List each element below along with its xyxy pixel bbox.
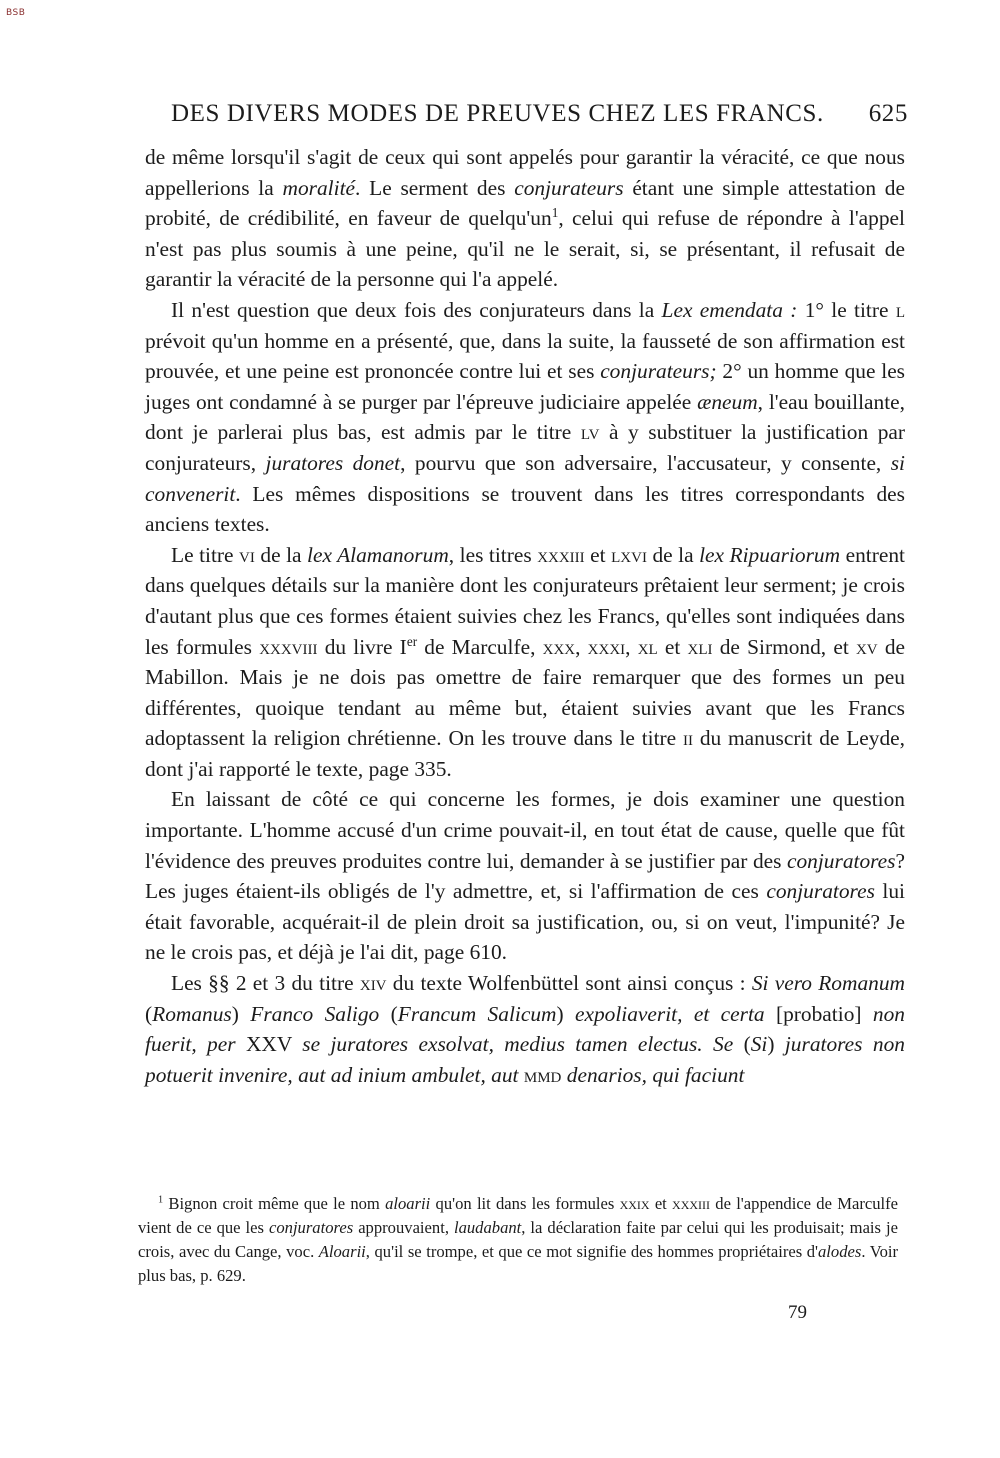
italic-text: conjuratores bbox=[268, 1218, 354, 1237]
italic-text: si convenerit bbox=[145, 450, 905, 506]
text-run: 1° le titre bbox=[797, 297, 896, 322]
text-run: , celui qui refuse de répondre à l'appel n'est pas plus soumis à une peine, qu'il ne le serait, si, se présentant, il refusait de garantir la véracité de la personne qui l'a appelé. bbox=[145, 206, 905, 292]
text-run: Les §§ 2 et 3 du titre bbox=[171, 971, 360, 996]
text-run: ( bbox=[379, 1001, 398, 1026]
text-run: , bbox=[625, 634, 638, 659]
text-run: Il n'est question que deux fois des conjurateurs dans la bbox=[171, 297, 662, 322]
text-run: de Mabillon. Mais je ne dois pas omettre de faire remarquer que des formes un peu différentes, quoique tendant au même but, étaient suivies avant que les Francs adoptassent la religion chrétienne. On les trouve dans le titre bbox=[145, 634, 906, 751]
text-run: de l'appendice de Marculfe vient de ce que les bbox=[138, 1194, 899, 1237]
text-run: approuvaient, bbox=[353, 1218, 454, 1237]
text-run: XXV bbox=[235, 1032, 303, 1057]
text-run: , bbox=[575, 634, 588, 659]
text-run: à y substituer la justification par conjurateurs, bbox=[145, 420, 906, 475]
text-run: étant une simple attestation de probité, de crédibilité, en faveur de quelqu'un bbox=[145, 175, 905, 231]
footnotes bbox=[138, 1192, 898, 1288]
italic-text: Si vero Romanum bbox=[751, 971, 905, 996]
italic-text: Si bbox=[750, 1032, 768, 1057]
roman-numeral: ii bbox=[683, 726, 693, 751]
italic-text: juratores donet bbox=[265, 450, 401, 475]
text-run: En laissant de côté ce qui concerne les formes, je dois examiner une question importante. L'homme accusé d'un crime pouvait-il, en tout état de cause, quelle que fût l'évidence des preuves produites contre lui, demander à se justifier par des bbox=[145, 787, 905, 873]
library-stamp: BSB bbox=[6, 8, 26, 18]
italic-text: non fuerit, per bbox=[145, 1001, 905, 1057]
text-run: entrent dans quelques détails sur la manière dont les conjurateurs prêtaient leur serment; je crois d'autant plus que ces formes étaient suivies chez les Francs, qu'elles sont indiquées dans les formules bbox=[145, 542, 905, 659]
roman-numeral: xxxiii bbox=[537, 542, 585, 567]
page-title: DES DIVERS MODES DE PREUVES CHEZ LES FRANCS. bbox=[171, 100, 824, 127]
text-run: , qu'il se trompe, et que ce mot signifie des hommes propriétaires d' bbox=[365, 1242, 818, 1261]
roman-numeral: xli bbox=[687, 634, 713, 659]
text-run: ) bbox=[556, 1001, 575, 1026]
text-run: ( bbox=[145, 1001, 153, 1026]
text-run: [probatio] bbox=[764, 1001, 873, 1026]
roman-numeral: lxvi bbox=[611, 542, 647, 567]
roman-numeral: l bbox=[895, 297, 905, 322]
italic-text: alodes bbox=[818, 1242, 862, 1261]
roman-numeral: xiv bbox=[359, 971, 387, 996]
italic-text: aloarii bbox=[385, 1194, 431, 1213]
paragraph bbox=[145, 968, 905, 1090]
paragraph bbox=[145, 142, 905, 295]
text-run: du texte Wolfenbüttel sont ainsi conçus : bbox=[386, 971, 752, 996]
superscript: 1 bbox=[158, 1194, 164, 1206]
text-run: . Voir plus bas, p. 629. bbox=[138, 1242, 898, 1285]
text-run: de Marculfe, bbox=[417, 634, 543, 659]
roman-numeral: xl bbox=[637, 634, 658, 659]
text-run: 2° un homme que les juges ont condamné à se purger par l'épreuve judiciaire appelée bbox=[145, 359, 906, 414]
text-run: et bbox=[584, 542, 612, 567]
italic-text: Aloarii bbox=[318, 1242, 366, 1261]
italic-text: conjuratores bbox=[766, 879, 875, 904]
roman-numeral: xv bbox=[855, 634, 878, 659]
roman-numeral: xxxi bbox=[587, 634, 626, 659]
italic-text: conjurateurs; bbox=[600, 359, 717, 384]
text-run: qu'on lit dans les formules bbox=[430, 1194, 620, 1213]
text-run: . Le serment des bbox=[355, 175, 515, 200]
roman-numeral: xxxviii bbox=[259, 634, 318, 659]
italic-text: juratores non potuerit invenire, aut ad inium ambulet, aut bbox=[145, 1032, 905, 1087]
italic-text: æneum bbox=[697, 389, 758, 414]
text-run: de la bbox=[646, 542, 700, 567]
paragraph bbox=[145, 540, 905, 785]
paragraph bbox=[145, 295, 905, 540]
roman-numeral: xxx bbox=[542, 634, 576, 659]
paragraph bbox=[145, 784, 905, 968]
italic-text: Franco Saligo bbox=[250, 1001, 380, 1026]
text-run: et bbox=[649, 1194, 673, 1213]
page-number: 625 bbox=[868, 100, 908, 127]
roman-numeral: xxxiii bbox=[672, 1194, 711, 1213]
text-run: , les titres bbox=[448, 542, 538, 567]
italic-text: expoliaverit, et certa bbox=[574, 1001, 765, 1026]
roman-numeral: vi bbox=[239, 542, 255, 567]
italic-text: conjuratores bbox=[786, 848, 896, 873]
footnote bbox=[138, 1192, 898, 1288]
text-run: , pourvu que son adversaire, l'accusateur, y consente, bbox=[400, 450, 891, 475]
text-run: du manuscrit de Leyde, dont j'ai rapporté le texte, page 335. bbox=[145, 726, 905, 781]
roman-numeral: xxix bbox=[619, 1194, 650, 1213]
body-text bbox=[145, 142, 905, 1090]
italic-text: laudabant bbox=[453, 1218, 522, 1237]
text-run: , l'eau bouillante, dont je parlerai plus bas, est admis par le titre bbox=[145, 389, 905, 445]
text-run: et bbox=[657, 634, 688, 659]
italic-text: conjurateurs bbox=[514, 175, 624, 200]
italic-text: Lex emendata : bbox=[661, 297, 798, 322]
roman-numeral: mmd bbox=[523, 1062, 562, 1087]
text-run: de même lorsqu'il s'agit de ceux qui sont appelés pour garantir la véracité, ce que nous appellerions la bbox=[145, 145, 905, 200]
text-run: ) bbox=[231, 1001, 251, 1026]
italic-text: denarios, qui faciunt bbox=[566, 1062, 745, 1087]
superscript: er bbox=[406, 633, 418, 649]
italic-text: se juratores exsolvat, medius tamen electus. Se bbox=[302, 1032, 734, 1057]
italic-text: moralité bbox=[282, 175, 356, 200]
text-run: ? Les juges étaient-ils obligés de l'y admettre, et, si l'affirmation de ces bbox=[145, 848, 905, 904]
text-run: de la bbox=[254, 542, 308, 567]
signature-mark: 79 bbox=[788, 1302, 807, 1323]
italic-text: Romanus bbox=[152, 1001, 232, 1026]
text-run: . Les mêmes dispositions se trouvent dans les titres correspondants des anciens textes. bbox=[145, 481, 905, 537]
roman-numeral: lv bbox=[580, 420, 600, 445]
italic-text: Francum Salicum bbox=[397, 1001, 557, 1026]
text-run: lui était favorable, acquérait-il de plein droit sa justification, ou, si on veut, l'impunité? Je ne le crois pas, et déjà je l'ai dit, page 610. bbox=[145, 879, 905, 965]
text-run: ) bbox=[767, 1032, 785, 1057]
italic-text: lex Alamanorum bbox=[307, 542, 449, 567]
italic-text: lex Ripuariorum bbox=[699, 542, 841, 567]
text-run: du livre I bbox=[317, 634, 407, 659]
text-run: prévoit qu'un homme en a présenté, que, dans la suite, la fausseté de son affirmation est prouvée, et une peine est prononcée contre lui et ses bbox=[145, 328, 905, 384]
text-run: , la déclaration faite par celui qui les produisait; mais je crois, avec du Cange, voc. bbox=[138, 1218, 898, 1261]
text-run: de Sirmond, et bbox=[712, 634, 856, 659]
text-run: Le titre bbox=[171, 542, 240, 567]
text-run: Bignon croit même que le nom bbox=[163, 1194, 386, 1213]
text-run: ( bbox=[733, 1032, 751, 1057]
superscript: 1 bbox=[551, 205, 559, 221]
